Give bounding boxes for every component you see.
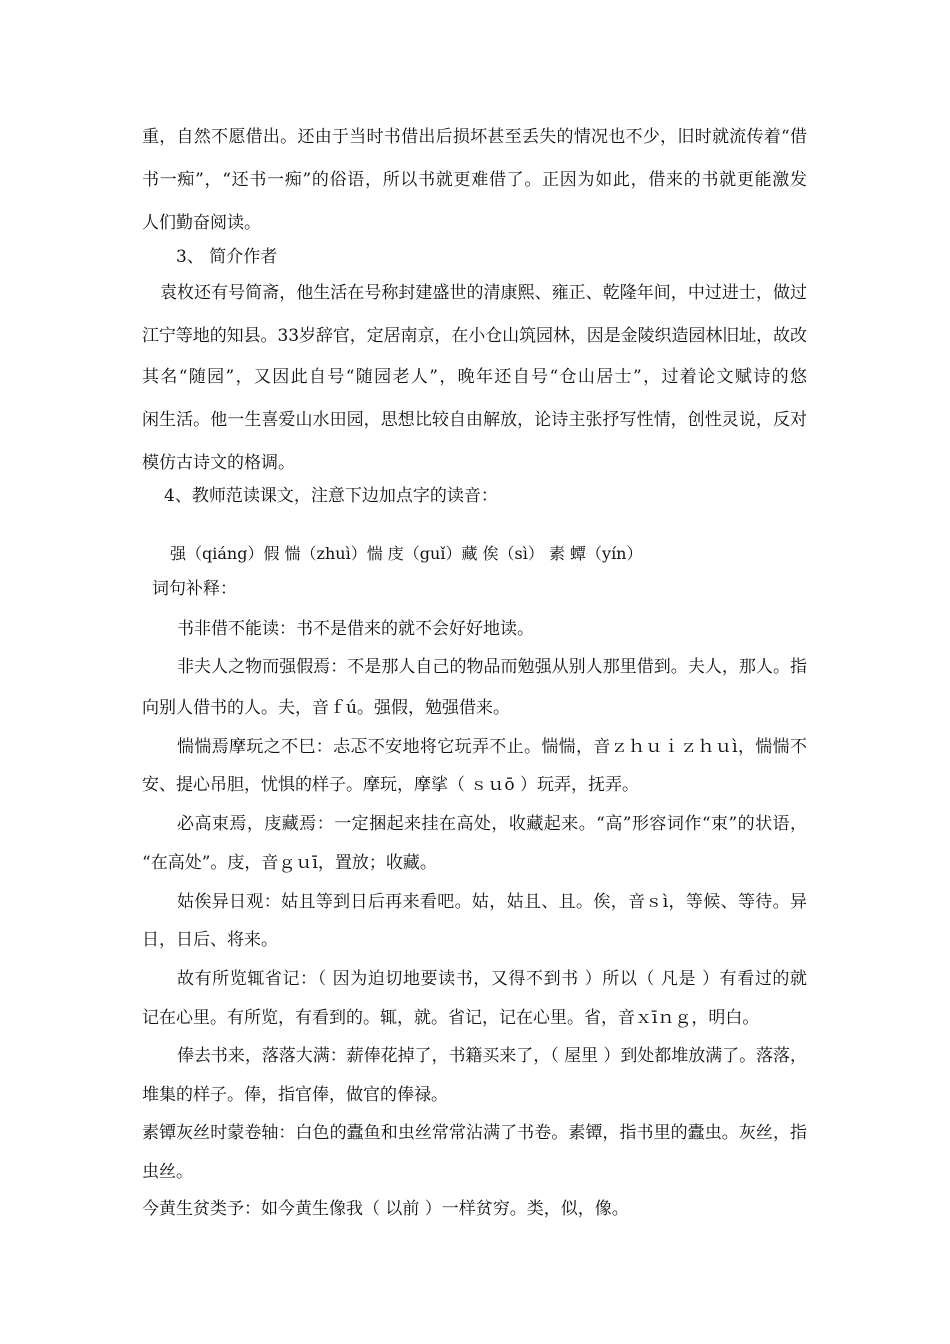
annotation-line: 姑俟异日观：姑且等到日后再来看吧。姑，姑且、且。俟，音ｓì，等候、等待。异 xyxy=(177,892,808,912)
paragraph-line: 其名“随园”，又因此自号“随园老人”，晚年还自号“仓山居士”，过着论文赋诗的悠 xyxy=(142,367,809,387)
annotation-line: 向别人借书的人。夫，音ｆú。强假，勉强借来。 xyxy=(142,698,510,718)
paragraph-line: 重，自然不愿借出。还由于当时书借出后损坏甚至丢失的情况也不少，旧时就流传着“借 xyxy=(142,127,808,147)
paragraph-line: 书一痴”，“还书一痴”的俗语，所以书就更难借了。正因为如此，借来的书就更能激发 xyxy=(142,170,808,190)
paragraph-line: 模仿古诗文的格调。 xyxy=(142,453,295,473)
pronunciation-list: 强（qiáng）假 惴（zhuì）惴 庋（guǐ）藏 俟（sì） 素 蟫（yín） xyxy=(170,544,643,563)
annotation-line: 记在心里。有所览，有看到的。辄，就。省记，记在心里。省，音ｘīｎｇ，明白。 xyxy=(142,1008,760,1028)
annotation-line: 书非借不能读：书不是借来的就不会好好地读。 xyxy=(177,619,534,639)
section-heading: 4、教师范读课文，注意下边加点字的读音： xyxy=(164,486,498,506)
annotation-line: 堆集的样子。俸，指官俸，做官的俸禄。 xyxy=(142,1085,448,1105)
annotation-line: 故有所览辄省记：（ 因为迫切地要读书，又得不到书 ）所以（ 凡是 ）有看过的就 xyxy=(177,969,808,989)
annotation-line: 虫丝。 xyxy=(142,1162,193,1182)
section-heading: 3、 简介作者 xyxy=(176,247,278,267)
annotation-line: “在高处”。庋，音ｇｕī，置放；收藏。 xyxy=(142,853,437,873)
paragraph-line: 人们勤奋阅读。 xyxy=(142,213,261,233)
section-heading: 词句补释： xyxy=(152,579,237,599)
paragraph-line: 闲生活。他一生喜爱山水田园，思想比较自由解放，论诗主张抒写性情，创性灵说，反对 xyxy=(142,410,808,430)
annotation-line: 惴惴焉摩玩之不巳：忐忑不安地将它玩弄不止。惴惴，音ｚｈｕｉｚｈｕì，惴惴不 xyxy=(177,737,808,757)
paragraph-line: 江宁等地的知县。33岁辞官，定居南京，在小仓山筑园林，因是金陵织造园林旧址，故改 xyxy=(142,326,807,346)
annotation-line: 安、提心吊胆，忧惧的样子。摩玩，摩挲（ ｓｕō ）玩弄，抚弄。 xyxy=(142,775,640,795)
annotation-line: 素镡灰丝时蒙卷轴：白色的蠹鱼和虫丝常常沾满了书卷。素镡，指书里的蠹虫。灰丝，指 xyxy=(142,1123,808,1143)
annotation-line: 日，日后、将来。 xyxy=(142,930,278,950)
annotation-line: 非夫人之物而强假焉：不是那人自己的物品而勉强从别人那里借到。夫人，那人。指 xyxy=(177,657,808,677)
annotation-line: 今黄生贫类予：如今黄生像我（ 以前 ）一样贫穷。类，似，像。 xyxy=(142,1199,629,1219)
annotation-line: 俸去书来，落落大满：薪俸花掉了，书籍买来了，（ 屋里 ）到处都堆放满了。落落， xyxy=(177,1046,807,1066)
paragraph-line: 袁枚还有号简斋，他生活在号称封建盛世的清康熙、雍正、乾隆年间，中过进士，做过 xyxy=(160,283,808,303)
annotation-line: 必高束焉，庋藏焉：一定捆起来挂在高处，收藏起来。“高”形容词作“束”的状语， xyxy=(177,814,808,834)
